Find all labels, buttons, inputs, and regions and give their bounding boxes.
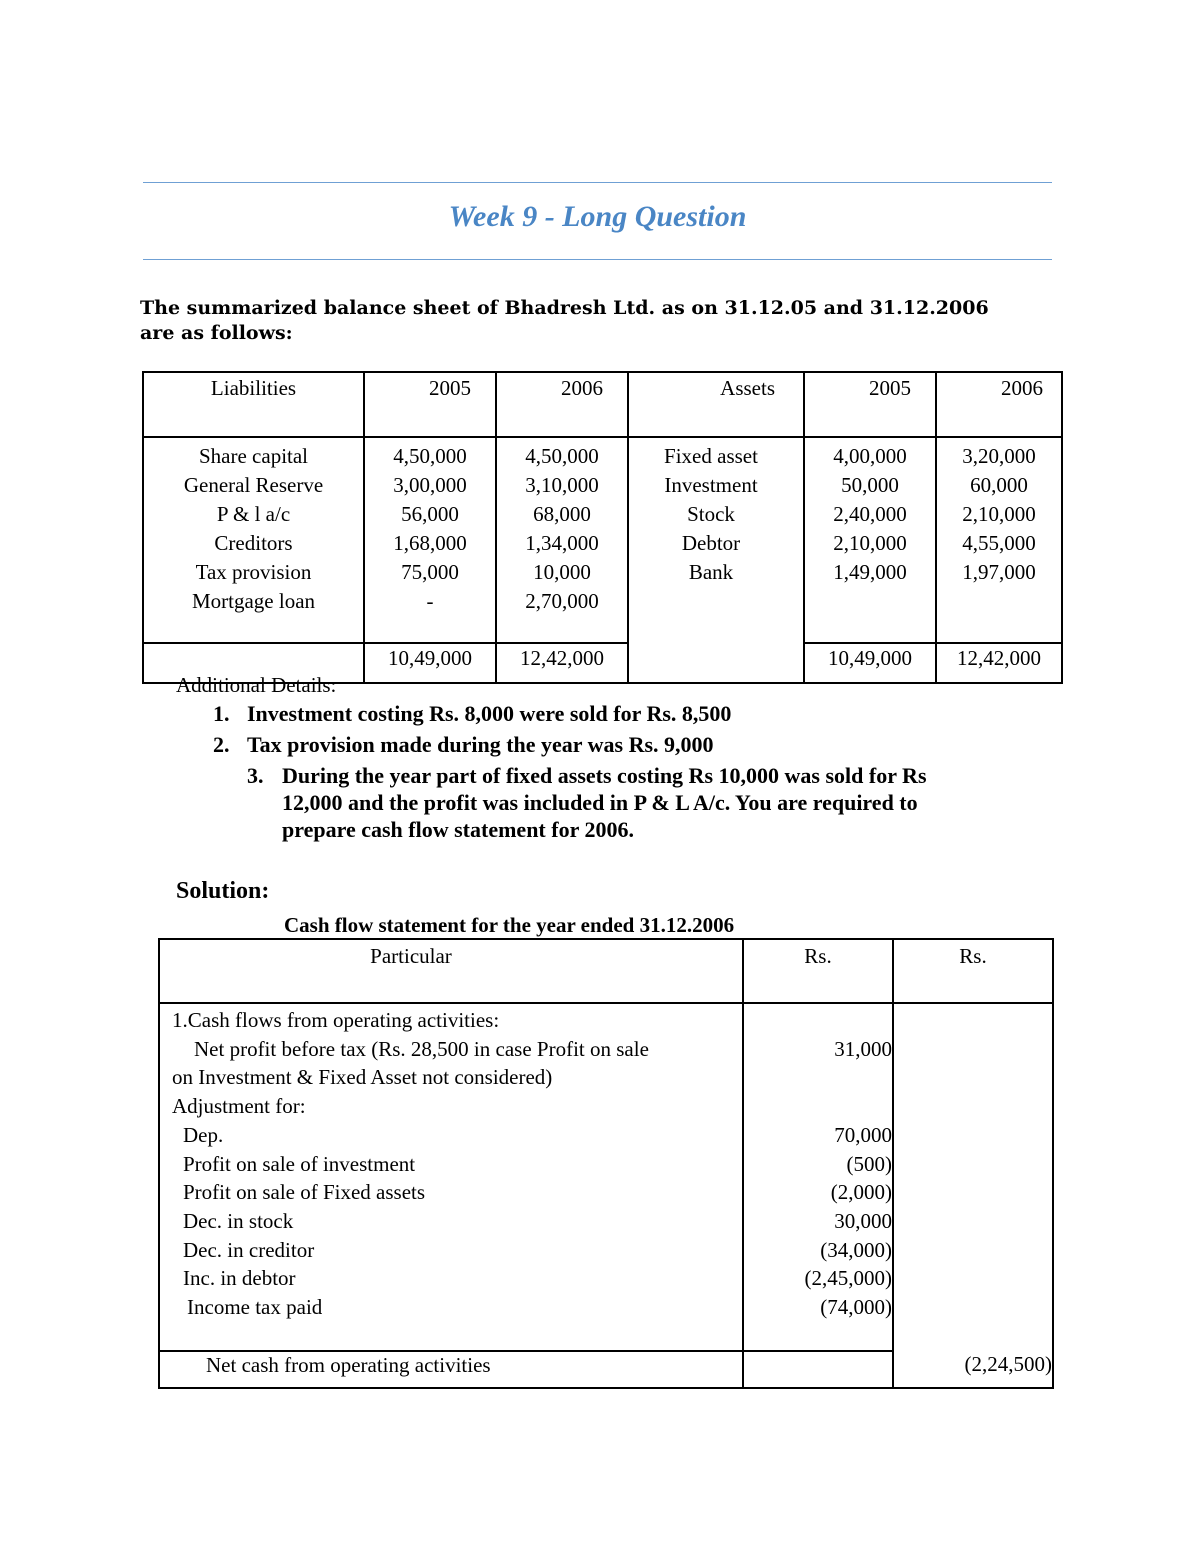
amount-value: 31,000 bbox=[834, 1036, 892, 1061]
amount-value bbox=[744, 1063, 892, 1092]
table-header-row bbox=[143, 372, 1062, 437]
item-text: prepare cash flow statement for 2006. bbox=[282, 817, 634, 842]
header-cell: Rs. bbox=[893, 939, 1053, 1003]
liab-2006-values bbox=[496, 437, 628, 643]
total-liab-2005: 10,49,000 bbox=[364, 643, 496, 683]
list-item: - bbox=[426, 589, 434, 613]
table-row bbox=[143, 437, 1062, 643]
list-item: 1,49,000 bbox=[833, 560, 907, 584]
particular-line: Profit on sale of investment bbox=[183, 1151, 416, 1176]
list-item: 4,00,000 bbox=[833, 444, 907, 468]
asset-2005-values bbox=[804, 437, 936, 643]
total-asset-2005: 10,49,000 bbox=[804, 643, 936, 683]
header-cell: 2005 bbox=[364, 372, 496, 437]
liab-2005-values bbox=[364, 437, 496, 643]
table-header-row bbox=[159, 939, 1053, 1003]
intro-line: are as follows: bbox=[140, 322, 293, 344]
amount-value: 30,000 bbox=[834, 1208, 892, 1233]
list-item: Debtor bbox=[681, 531, 741, 555]
list-item: 1,68,000 bbox=[393, 531, 467, 555]
particular-line: Net profit before tax (Rs. 28,500 in case Profit on sale bbox=[194, 1036, 649, 1061]
particular-line: on Investment & Fixed Asset not considered) bbox=[172, 1065, 553, 1090]
amount-value: (500) bbox=[846, 1151, 892, 1176]
header-cell: 2006 bbox=[496, 372, 628, 437]
particular-line: Adjustment for: bbox=[172, 1094, 306, 1119]
header-cell: Rs. bbox=[743, 939, 893, 1003]
cash-flow-table bbox=[158, 938, 1054, 1389]
list-item: 3,10,000 bbox=[525, 473, 599, 497]
balance-sheet-table bbox=[142, 371, 1063, 684]
title-rule-top bbox=[143, 182, 1052, 183]
list-item: 60,000 bbox=[970, 473, 1028, 497]
header-cell: 2005 bbox=[804, 372, 936, 437]
header-cell: 2006 bbox=[936, 372, 1062, 437]
header-cell: Assets bbox=[628, 372, 804, 437]
list-item: Mortgage loan bbox=[191, 589, 316, 613]
total-column-cell bbox=[893, 1003, 1053, 1351]
header-cell: Liabilities bbox=[143, 372, 364, 437]
asset-2006-values bbox=[936, 437, 1062, 643]
amount-value: (2,45,000) bbox=[804, 1266, 892, 1291]
item-text: During the year part of fixed assets costing Rs 10,000 was sold for Rs bbox=[282, 763, 927, 788]
list-item: 1,34,000 bbox=[525, 531, 599, 555]
amount-value: (2,000) bbox=[830, 1180, 892, 1205]
total-asset-2006: 12,42,000 bbox=[936, 643, 1062, 683]
list-item: 2,70,000 bbox=[525, 589, 599, 613]
intro-line: The summarized balance sheet of Bhadresh Ltd. as on 31.12.05 and 31.12.2006 bbox=[140, 297, 989, 319]
particular-line: Income tax paid bbox=[187, 1295, 323, 1320]
list-item: 4,50,000 bbox=[525, 444, 599, 468]
particular-line: Dec. in stock bbox=[183, 1208, 294, 1233]
list-item: 2,10,000 bbox=[833, 531, 907, 555]
list-item: 2,10,000 bbox=[962, 502, 1036, 526]
page-title: Week 9 - Long Question bbox=[448, 200, 747, 233]
particulars-cell bbox=[159, 1003, 743, 1351]
cash-flow-title: Cash flow statement for the year ended 31.12.2006 bbox=[284, 913, 735, 937]
list-item: Investment bbox=[664, 473, 758, 497]
item-text: Tax provision made during the year was Rs. 9,000 bbox=[247, 732, 714, 757]
list-item: 56,000 bbox=[401, 502, 459, 526]
item-number: 1. bbox=[213, 701, 230, 726]
amount-value: (34,000) bbox=[820, 1237, 892, 1262]
amount-value: (74,000) bbox=[820, 1295, 892, 1320]
amount-value bbox=[744, 1092, 892, 1121]
list-item: Creditors bbox=[214, 531, 293, 555]
amount-value bbox=[744, 1006, 892, 1035]
list-item: 68,000 bbox=[533, 502, 591, 526]
list-item: 2,40,000 bbox=[833, 502, 907, 526]
liabilities-list bbox=[143, 437, 364, 643]
list-item: 10,000 bbox=[533, 560, 591, 584]
additional-details-title: Additional Details: bbox=[176, 673, 337, 697]
net-cash-label: Net cash from operating activities bbox=[159, 1351, 743, 1388]
intro-paragraph bbox=[140, 296, 1050, 346]
list-item: 4,50,000 bbox=[393, 444, 467, 468]
list-item: Fixed asset bbox=[664, 444, 758, 468]
amount-value: 70,000 bbox=[834, 1122, 892, 1147]
list-item: Stock bbox=[687, 502, 735, 526]
list-item: General Reserve bbox=[183, 473, 324, 497]
list-item: 50,000 bbox=[841, 473, 899, 497]
list-item: 75,000 bbox=[401, 560, 459, 584]
list-item: Bank bbox=[688, 560, 734, 584]
item-text: Investment costing Rs. 8,000 were sold for Rs. 8,500 bbox=[247, 701, 732, 726]
list-item: 4,55,000 bbox=[962, 531, 1036, 555]
list-item: Share capital bbox=[198, 444, 309, 468]
item-number: 2. bbox=[213, 732, 230, 757]
total-liab-2006: 12,42,000 bbox=[496, 643, 628, 683]
list-item: 1,97,000 bbox=[962, 560, 1036, 584]
particular-line: Profit on sale of Fixed assets bbox=[183, 1180, 426, 1205]
list-item: Tax provision bbox=[195, 560, 312, 584]
list-item: 3,20,000 bbox=[962, 444, 1036, 468]
net-cash-row bbox=[159, 1351, 1053, 1388]
particular-line: Dep. bbox=[183, 1122, 224, 1147]
net-cash-amt2: (2,24,500) bbox=[893, 1351, 1053, 1388]
list-item: 3,00,000 bbox=[393, 473, 467, 497]
amount-cell bbox=[743, 1003, 893, 1351]
title-rule-bottom bbox=[143, 259, 1052, 260]
particular-line: Inc. in debtor bbox=[183, 1266, 296, 1291]
table-row bbox=[159, 1003, 1053, 1351]
list-item: P & l a/c bbox=[216, 502, 291, 526]
item-text: 12,000 and the profit was included in P & L A/c. You are required to bbox=[282, 790, 918, 815]
item-number: 3. bbox=[247, 763, 264, 788]
solution-heading: Solution: bbox=[176, 878, 270, 904]
assets-list bbox=[628, 437, 804, 683]
particular-line: 1.Cash flows from operating activities: bbox=[172, 1008, 500, 1032]
header-cell: Particular bbox=[159, 939, 743, 1003]
particular-line: Dec. in creditor bbox=[183, 1237, 315, 1262]
net-cash-amt1 bbox=[743, 1351, 893, 1388]
